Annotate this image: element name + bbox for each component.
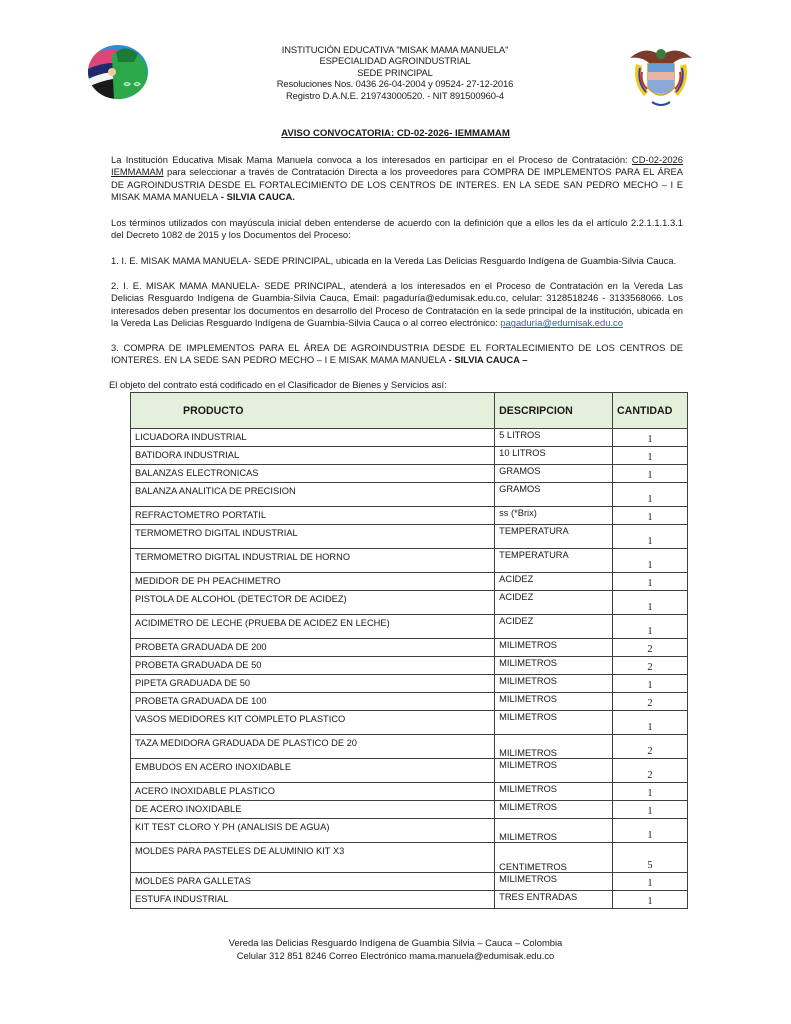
cell-descripcion: TRES ENTRADAS (495, 891, 613, 909)
cell-producto: EMBUDOS EN ACERO INOXIDABLE (131, 759, 495, 783)
cell-cantidad: 1 (613, 675, 688, 693)
table-row (131, 483, 688, 507)
header-line: SEDE PRINCIPAL (357, 66, 433, 78)
table-row (131, 657, 688, 675)
cell-descripcion: MILIMETROS (495, 657, 613, 675)
cell-producto: PROBETA GRADUADA DE 200 (131, 639, 495, 657)
cell-producto: LICUADORA INDUSTRIAL (131, 429, 495, 447)
cell-descripcion: MILIMETROS (495, 693, 613, 711)
cell-descripcion: MILIMETROS (495, 735, 613, 759)
cell-descripcion: MILIMETROS (495, 639, 613, 657)
cell-cantidad: 1 (613, 447, 688, 465)
cell-cantidad: 2 (613, 735, 688, 759)
cell-producto: MOLDES PARA GALLETAS (131, 873, 495, 891)
cell-producto: VASOS MEDIDORES KIT COMPLETO PLASTICO (131, 711, 495, 735)
cell-descripcion: MILIMETROS (495, 759, 613, 783)
intro-text-continued: para seleccionar a través de Contratación Directa a los proveedores para COMPRA DE IMPLEMENTOS PARA EL ÁREA DE AGROINDUSTRIA DESDE EL FORTALECIMIENTO DE LOS CENTROS DE INTERES. EN LA SEDE SAN PEDRO MECHO – I E MISAK MAMA MANUELA (111, 166, 683, 203)
table-row (131, 843, 688, 873)
table-row (131, 615, 688, 639)
cell-cantidad: 1 (613, 507, 688, 525)
table-row (131, 429, 688, 447)
cell-cantidad: 1 (613, 483, 688, 507)
cell-descripcion: ACIDEZ (495, 591, 613, 615)
cell-cantidad: 2 (613, 639, 688, 657)
cell-descripcion: ACIDEZ (495, 615, 613, 639)
items-table (130, 392, 688, 909)
header-line: Registro D.A.N.E. 219743000520. - NIT 891500960-4 (286, 89, 504, 101)
cell-descripcion: MILIMETROS (495, 873, 613, 891)
cell-cantidad: 1 (613, 783, 688, 801)
cell-descripcion: GRAMOS (495, 483, 613, 507)
table-row (131, 711, 688, 735)
header-line: INSTITUCIÓN EDUCATIVA "MISAK MAMA MANUELA" (281, 44, 509, 55)
cell-descripcion: MILIMETROS (495, 819, 613, 843)
cell-descripcion: ACIDEZ (495, 573, 613, 591)
colombia-coat-of-arms (628, 42, 694, 110)
cell-descripcion: 10 LITROS (495, 447, 613, 465)
cell-descripcion: MILIMETROS (495, 711, 613, 735)
table-row (131, 465, 688, 483)
cell-producto: PIPETA GRADUADA DE 50 (131, 675, 495, 693)
intro-paragraph (111, 154, 683, 204)
item-2-paragraph (111, 280, 683, 330)
table-row (131, 525, 688, 549)
header-line: Resoluciones Nos. 0436 26-04-2004 y 09524- 27-12-2016 (276, 78, 514, 90)
table-row (131, 693, 688, 711)
cell-cantidad: 2 (613, 657, 688, 675)
cell-cantidad: 1 (613, 615, 688, 639)
table-row (131, 549, 688, 573)
table-row (131, 801, 688, 819)
table-row (131, 591, 688, 615)
table-row (131, 447, 688, 465)
cell-cantidad: 1 (613, 591, 688, 615)
header-line: ESPECIALIDAD AGROINDUSTRIAL (319, 55, 471, 67)
cell-descripcion: MILIMETROS (495, 783, 613, 801)
cell-descripcion: CENTIMETROS (495, 843, 613, 873)
page-title: AVISO CONVOCATORIA: CD-02-2026- IEMMAMAM (281, 128, 510, 139)
cell-producto: PROBETA GRADUADA DE 100 (131, 693, 495, 711)
table-row (131, 759, 688, 783)
table-row (131, 873, 688, 891)
cell-producto: BALANZAS ELECTRONICAS (131, 465, 495, 483)
cell-producto: TERMOMETRO DIGITAL INDUSTRIAL DE HORNO (131, 549, 495, 573)
cell-cantidad: 2 (613, 693, 688, 711)
cell-producto: MOLDES PARA PASTELES DE ALUMINIO KIT X3 (131, 843, 495, 873)
item-3-paragraph (111, 342, 683, 367)
cell-producto: TERMOMETRO DIGITAL INDUSTRIAL (131, 525, 495, 549)
cell-producto: ACIDIMETRO DE LECHE (PRUEBA DE ACIDEZ EN LECHE) (131, 615, 495, 639)
cell-cantidad: 1 (613, 891, 688, 909)
cell-cantidad: 1 (613, 873, 688, 891)
item-3-text: 3. COMPRA DE IMPLEMENTOS PARA EL ÁREA DE AGROINDUSTRIA DESDE EL FORTALECIMIENTO DE LOS CENTROS DE IONTERES. EN LA SEDE SAN PEDRO MECHO – I E MISAK MAMA MANUELA (111, 342, 683, 366)
cell-producto: BALANZA ANALITICA DE PRECISION (131, 483, 495, 507)
table-row (131, 675, 688, 693)
intro-location-bold: - SILVIA CAUCA. (218, 191, 295, 203)
item-3-bold: - SILVIA CAUCA – (445, 354, 528, 366)
table-header-row (131, 393, 688, 429)
cell-descripcion: TEMPERATURA (495, 549, 613, 573)
column-header-cantidad: CANTIDAD (613, 393, 688, 429)
column-header-descripcion: DESCRIPCION (495, 393, 613, 429)
cell-descripcion: TEMPERATURA (495, 525, 613, 549)
cell-producto: MEDIDOR DE PH PEACHIMETRO (131, 573, 495, 591)
terms-paragraph: Los términos utilizados con mayúscula inicial deben entenderse de acuerdo con la definición que a ellos les da el artículo 2.2.1.1.1.3.1 del Decreto 1082 de 2015 y los Documentos del Proceso: (111, 217, 683, 241)
table-row (131, 573, 688, 591)
cell-descripcion: 5 LITROS (495, 429, 613, 447)
object-line: El objeto del contrato está codificado en el Clasificador de Bienes y Servicios así: (109, 379, 447, 390)
process-code: CD-02-2026 IEMMAMAM (111, 154, 683, 178)
cell-producto: DE ACERO INOXIDABLE (131, 801, 495, 819)
cell-cantidad: 1 (613, 801, 688, 819)
cell-cantidad: 1 (613, 819, 688, 843)
item-1-paragraph: 1. I. E. MISAK MAMA MANUELA- SEDE PRINCIPAL, ubicada en la Vereda Las Delicias Resguardo Indígena de Guambia-Silvia Cauca. (111, 255, 677, 266)
item-2-text: 2. I. E. MISAK MAMA MANUELA- SEDE PRINCIPAL, atenderá a los interesados en el Proceso de Contratación en la Vereda Las Delicias Resguardo Indígena de Guambia-Silvia Cauca, Email: pagaduría@edumisak.edu.co, celular: 3128518246 - 3133568066. Los interesados deben presentar los documentos en desarrollo del Proceso de Contratación en la sede principal de la institución, ubicada en la Vereda Las Delicias Resguardo Indígena de Guambia-Silvia Cauca o al correo electrónico: (111, 280, 683, 329)
cell-cantidad: 1 (613, 549, 688, 573)
cell-producto: BATIDORA INDUSTRIAL (131, 447, 495, 465)
email-link[interactable]: pagaduría@edumisak.edu.co (500, 317, 623, 329)
page-footer (0, 936, 791, 962)
table-row (131, 639, 688, 657)
footer-contact: Celular 312 851 8246 Correo Electrónico mama.manuela@edumisak.edu.co (236, 950, 555, 962)
column-header-producto: PRODUCTO (131, 393, 495, 429)
footer-address: Vereda las Delicias Resguardo Indígena de Guambia Silvia – Cauca – Colombia (228, 937, 563, 948)
cell-producto: KIT TEST CLORO Y PH (ANALISIS DE AGUA) (131, 819, 495, 843)
cell-descripcion: MILIMETROS (495, 801, 613, 819)
cell-cantidad: 5 (613, 843, 688, 873)
cell-descripcion: GRAMOS (495, 465, 613, 483)
intro-text: La Institución Educativa Misak Mama Manuela convoca a los interesados en participar en el Proceso de Contratación: (111, 154, 632, 165)
cell-producto: PISTOLA DE ALCOHOL (DETECTOR DE ACIDEZ) (131, 591, 495, 615)
cell-producto: REFRACTOMETRO PORTATIL (131, 507, 495, 525)
cell-producto: ESTUFA INDUSTRIAL (131, 891, 495, 909)
cell-producto: TAZA MEDIDORA GRADUADA DE PLASTICO DE 20 (131, 735, 495, 759)
cell-cantidad: 1 (613, 573, 688, 591)
institution-header (220, 44, 570, 101)
institution-logo (86, 42, 150, 100)
cell-cantidad: 1 (613, 711, 688, 735)
table-row (131, 783, 688, 801)
cell-cantidad: 1 (613, 465, 688, 483)
table-row (131, 507, 688, 525)
cell-descripcion: MILIMETROS (495, 675, 613, 693)
table-row (131, 819, 688, 843)
table-row (131, 735, 688, 759)
cell-cantidad: 1 (613, 525, 688, 549)
cell-producto: ACERO INOXIDABLE PLASTICO (131, 783, 495, 801)
cell-cantidad: 2 (613, 759, 688, 783)
cell-cantidad: 1 (613, 429, 688, 447)
cell-descripcion: ss (*Brix) (495, 507, 613, 525)
cell-producto: PROBETA GRADUADA DE 50 (131, 657, 495, 675)
table-row (131, 891, 688, 909)
